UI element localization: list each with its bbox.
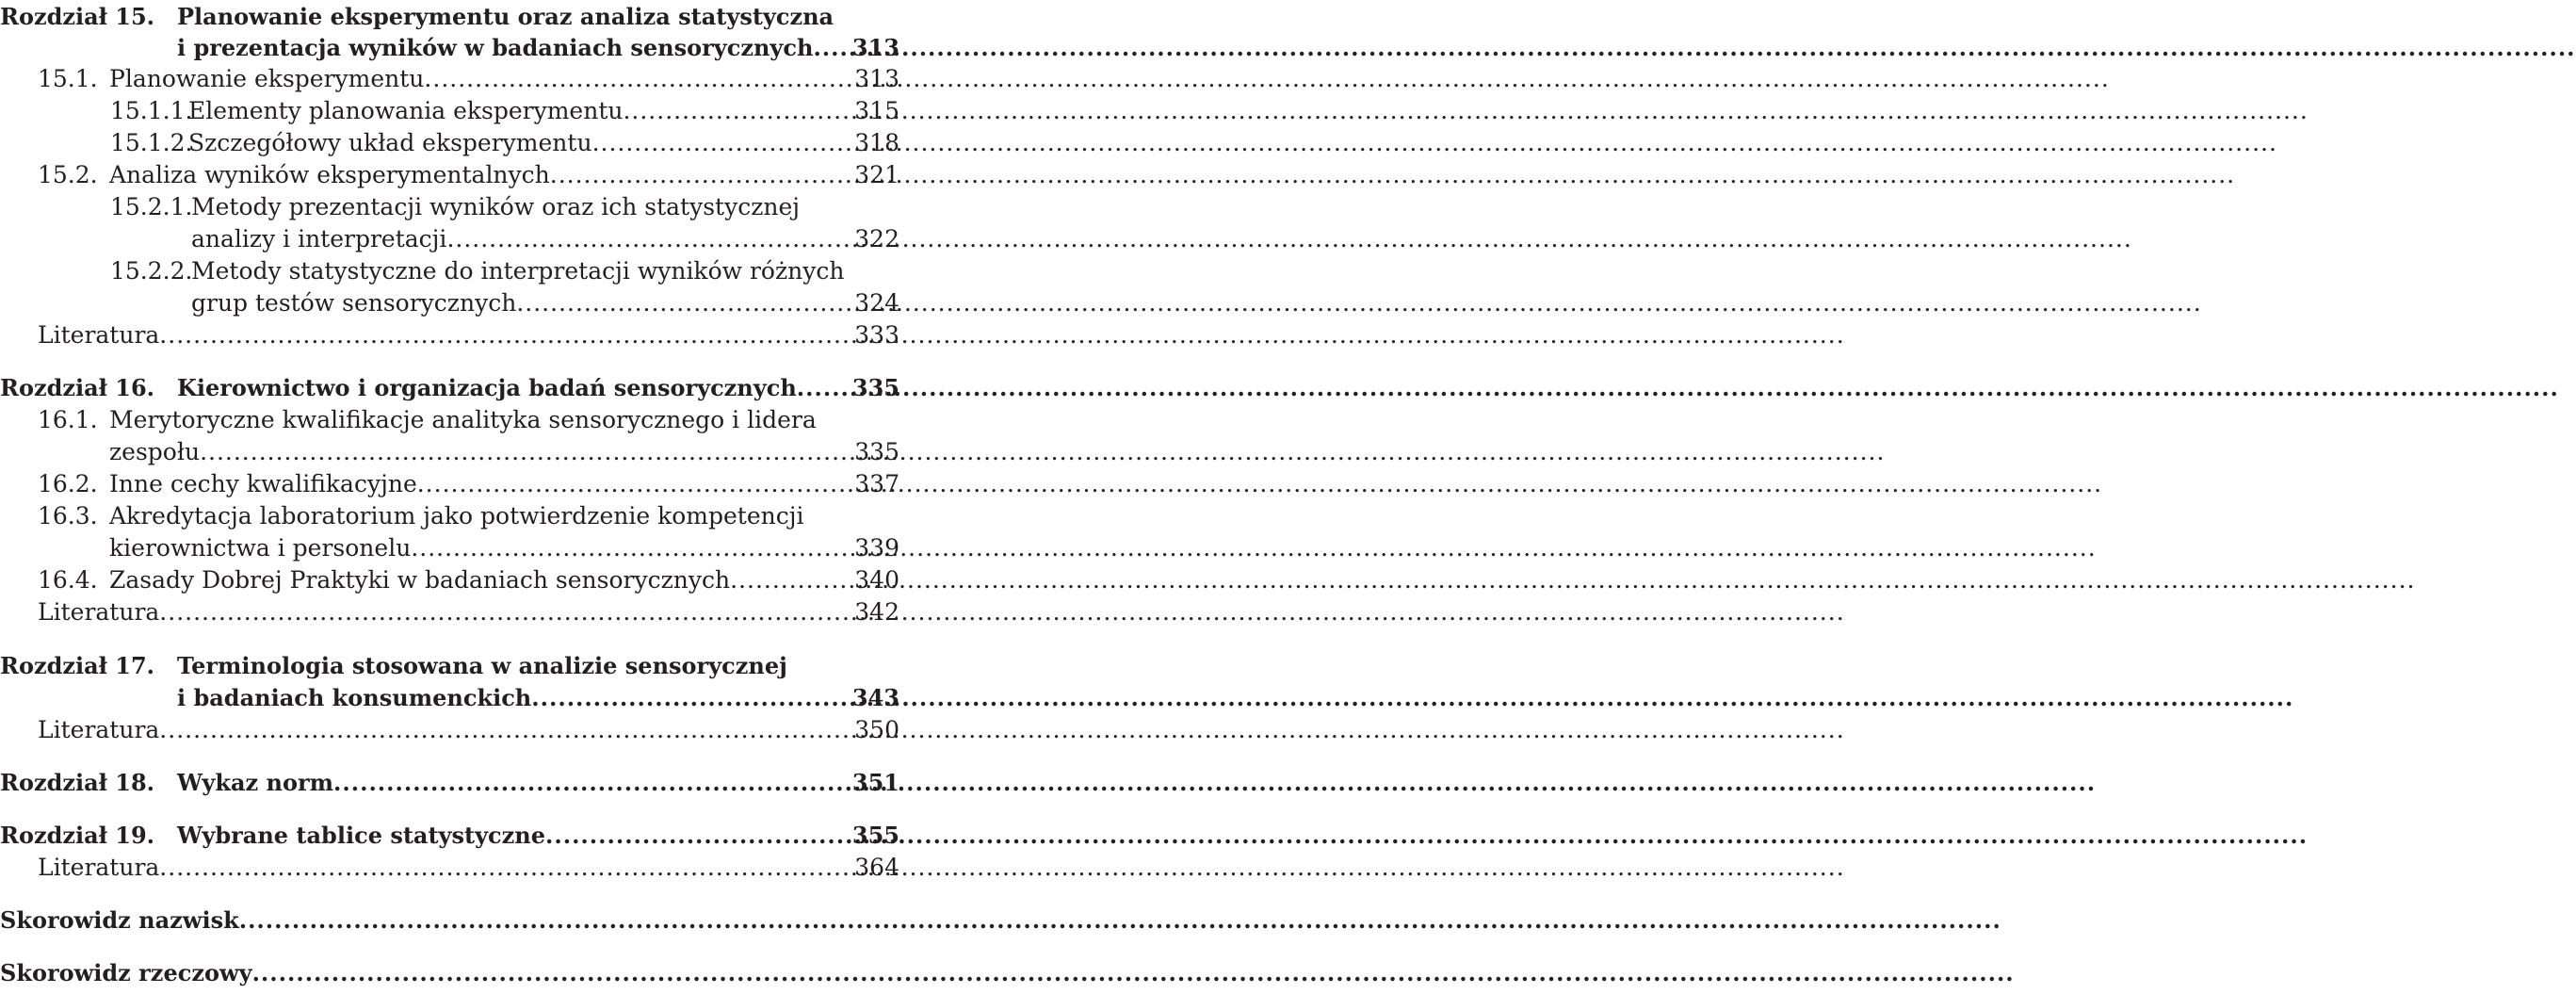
chapter-17-heading-cont[interactable] xyxy=(0,682,899,714)
toc-entry[interactable] xyxy=(0,127,899,159)
page-number: 342 xyxy=(854,598,899,626)
literature-title: Literatura xyxy=(38,854,160,881)
chapter-label: Rozdział 17. xyxy=(0,652,155,679)
section-title: Metody statystyczne do interpretacji wyników różnych xyxy=(191,257,845,285)
chapter-title: Wykaz norm xyxy=(177,769,334,796)
section-title: Inne cechy kwalifikacyjne xyxy=(109,470,417,497)
section-number: 16.4. xyxy=(38,566,98,594)
page-number: 313 xyxy=(854,65,899,92)
chapter-title: Wybrane tablice statystyczne xyxy=(177,822,545,849)
chapter-title: i prezentacja wyników w badaniach sensorycznych xyxy=(177,34,814,61)
section-title: kierownictwa i personelu xyxy=(109,534,412,562)
leader-dots xyxy=(159,852,854,884)
literature-entry[interactable] xyxy=(0,319,899,351)
section-title: zespołu xyxy=(109,438,201,465)
section-number: 16.3. xyxy=(38,502,98,530)
index-names-entry[interactable] xyxy=(0,904,897,937)
leader-dots xyxy=(200,436,854,468)
section-number: 16.2. xyxy=(38,470,98,497)
chapter-label: Rozdział 18. xyxy=(0,769,155,796)
page-number: 335 xyxy=(851,374,899,401)
leader-dots xyxy=(159,319,854,351)
leader-dots xyxy=(592,127,855,159)
section-number: 15.2.2. xyxy=(110,257,193,285)
chapter-17-heading[interactable] xyxy=(0,650,899,682)
chapter-label: Rozdział 19. xyxy=(0,822,155,849)
page-number: 333 xyxy=(854,321,899,349)
leader-dots xyxy=(411,532,854,564)
leader-dots xyxy=(159,714,854,746)
page-number: 322 xyxy=(854,225,899,253)
section-number: 15.2. xyxy=(38,161,98,188)
section-title: Metody prezentacji wyników oraz ich statystycznej xyxy=(191,193,801,220)
toc-entry[interactable] xyxy=(0,63,899,95)
toc-entry[interactable] xyxy=(0,159,899,191)
leader-dots xyxy=(333,767,852,799)
page-number: 321 xyxy=(854,161,899,188)
leader-dots xyxy=(550,159,855,191)
literature-entry[interactable] xyxy=(0,596,899,628)
page-number: 337 xyxy=(854,470,899,497)
section-number: 15.1. xyxy=(38,65,98,92)
section-title: Szczegółowy układ eksperymentu xyxy=(188,129,592,156)
chapter-15-heading-cont[interactable] xyxy=(0,32,899,64)
leader-dots xyxy=(446,223,854,255)
literature-title: Literatura xyxy=(38,598,160,626)
page-number: 339 xyxy=(854,534,899,562)
leader-dots xyxy=(159,596,854,628)
section-title: Zasady Dobrej Praktyki w badaniach sensorycznych xyxy=(109,566,731,594)
section-number: 15.1.2. xyxy=(110,129,193,156)
page-number: 350 xyxy=(854,716,899,743)
chapter-title: Planowanie eksperymentu oraz analiza statystyczna xyxy=(177,3,834,30)
page-number: 355 xyxy=(851,822,899,849)
chapter-18-heading[interactable] xyxy=(0,767,899,799)
page-number: 340 xyxy=(854,566,899,594)
toc-entry[interactable] xyxy=(0,404,899,436)
chapter-15-heading[interactable] xyxy=(0,1,899,33)
leader-dots xyxy=(813,32,851,64)
chapter-19-heading[interactable] xyxy=(0,820,899,852)
toc-entry-cont[interactable] xyxy=(0,532,899,564)
leader-dots xyxy=(531,682,852,714)
literature-entry[interactable] xyxy=(0,852,899,884)
leader-dots xyxy=(730,564,854,596)
leader-dots xyxy=(252,957,897,989)
page-number: 318 xyxy=(854,129,899,156)
page-number: 324 xyxy=(854,289,899,317)
section-title: Analiza wyników eksperymentalnych xyxy=(109,161,550,188)
chapter-label: Rozdział 15. xyxy=(0,3,155,30)
section-title: Merytoryczne kwalifikacje analityka sensorycznego i lidera xyxy=(109,406,817,433)
section-title: Akredytacja laboratorium jako potwierdzenie kompetencji xyxy=(109,502,804,530)
leader-dots xyxy=(424,63,854,95)
page-number: 343 xyxy=(851,684,899,711)
section-number: 15.2.1. xyxy=(110,193,193,220)
chapter-label: Rozdział 16. xyxy=(0,374,155,401)
toc-entry[interactable] xyxy=(0,468,899,500)
toc-entry-cont[interactable] xyxy=(0,287,899,319)
page-number: 315 xyxy=(854,97,899,124)
section-number: 16.1. xyxy=(38,406,98,433)
toc-entry[interactable] xyxy=(0,564,899,596)
literature-entry[interactable] xyxy=(0,714,899,746)
page-number: 335 xyxy=(854,438,899,465)
section-title: Elementy planowania eksperymentu xyxy=(188,97,624,124)
literature-title: Literatura xyxy=(38,321,160,349)
toc-entry[interactable] xyxy=(0,255,899,287)
leader-dots xyxy=(545,820,852,852)
toc-entry[interactable] xyxy=(0,95,899,127)
section-title: grup testów sensorycznych xyxy=(191,289,517,317)
index-title: Skorowidz nazwisk xyxy=(0,906,239,934)
leader-dots xyxy=(516,287,854,319)
toc-entry-cont[interactable] xyxy=(0,223,899,255)
page-number: 364 xyxy=(854,854,899,881)
chapter-title: Terminologia stosowana w analizie sensorycznej xyxy=(177,652,787,679)
toc-entry-cont[interactable] xyxy=(0,436,899,468)
chapter-title: Kierownictwo i organizacja badań sensorycznych xyxy=(177,374,797,401)
leader-dots xyxy=(417,468,855,500)
toc-entry[interactable] xyxy=(0,500,899,532)
leader-dots xyxy=(797,372,852,404)
index-title: Skorowidz rzeczowy xyxy=(0,959,252,986)
section-title: Planowanie eksperymentu xyxy=(109,65,425,92)
toc-entry[interactable] xyxy=(0,191,899,223)
index-subjects-entry[interactable] xyxy=(0,957,897,989)
page-number: 313 xyxy=(851,34,899,61)
table-of-contents xyxy=(0,0,904,994)
page-number: 351 xyxy=(851,769,899,796)
literature-title: Literatura xyxy=(38,716,160,743)
chapter-16-heading[interactable] xyxy=(0,372,899,404)
section-number: 15.1.1. xyxy=(110,97,193,124)
leader-dots xyxy=(623,95,854,127)
leader-dots xyxy=(239,904,897,937)
chapter-title: i badaniach konsumenckich xyxy=(177,684,532,711)
section-title: analizy i interpretacji xyxy=(191,225,447,253)
